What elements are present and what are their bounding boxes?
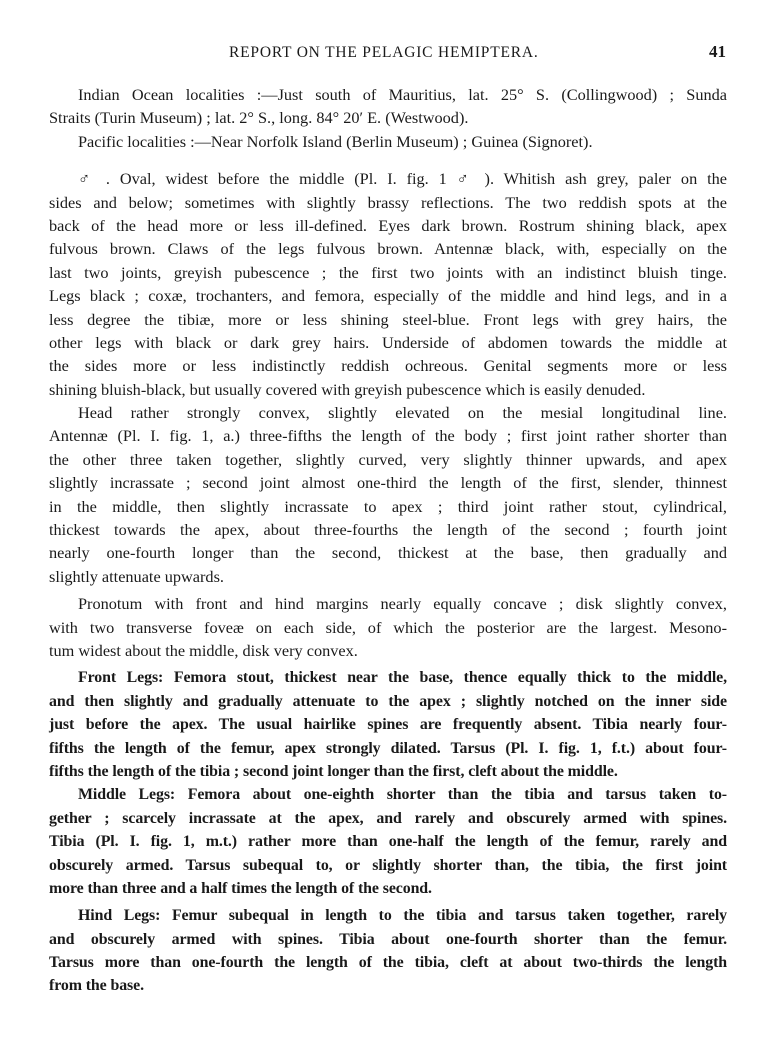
text-line: Indian Ocean localities :—Just south of Mauritius, lat. 25° S. (Collingwood) ; Sunda: [78, 85, 727, 104]
text-line: fifths the length of the tibia ; second joint longer than the first, cleft about the middle.: [49, 762, 618, 780]
text-line: Legs black ; coxæ, trochanters, and femora, especially of the middle and hind legs, and in a: [49, 286, 727, 306]
legs-section: [49, 666, 727, 997]
male-description-paragraph: [49, 167, 727, 401]
text-line: in the middle, then slightly incrassate to apex ; third joint rather stout, cylindrical,: [49, 496, 727, 516]
text-line: Straits (Turin Museum) ; lat. 2° S., long. 84° 20′ E. (Westwood).: [49, 108, 469, 128]
text-line: and then slightly and gradually attenuate to the apex ; slightly notched on the inner side: [49, 692, 727, 710]
text-line: slightly incrassate ; second joint almost one-third the length of the first, slender, thinnest: [49, 473, 727, 493]
page-number: 41: [709, 42, 726, 61]
page-header: [49, 44, 726, 66]
text-line: from the base.: [49, 977, 144, 995]
head-paragraph: [49, 401, 727, 588]
text-line: last two joints, greyish pubescence ; the first two joints with an indistinct bluish tinge.: [49, 262, 727, 282]
text-line: just before the apex. The usual hairlike spines are frequently absent. Tibia nearly four-: [49, 716, 727, 734]
text-line: Middle Legs: Femora about one-eighth shorter than the tibia and tarsus taken to-: [78, 786, 727, 804]
text-line: nearly one-fourth longer than the second, thickest at the base, then gradually and: [49, 543, 727, 563]
text-line: Front Legs: Femora stout, thickest near the base, thence equally thick to the middle,: [78, 669, 727, 687]
text-line: with two transverse foveæ on each side, of which the posterior are the largest. Mesono-: [49, 617, 727, 637]
text-line: ♂ . Oval, widest before the middle (Pl. I. fig. 1 ♂ ). Whitish ash grey, paler on the: [78, 169, 727, 189]
text-line: thickest towards the apex, about three-fourths the length of the second ; fourth joint: [49, 520, 727, 540]
text-line: slightly attenuate upwards.: [49, 566, 224, 586]
text-line: and obscurely armed with spines. Tibia about one-fourth shorter than the femur.: [49, 930, 727, 948]
text-line: Antennæ (Pl. I. fig. 1, a.) three-fifths the length of the body ; first joint rather shorter than: [49, 426, 727, 446]
text-line: Tibia (Pl. I. fig. 1, m.t.) rather more than one-half the length of the femur, rarely and: [49, 833, 727, 851]
text-line: obscurely armed. Tarsus subequal to, or slightly shorter than, the tibia, the first joint: [49, 856, 727, 874]
localities-paragraph: [49, 83, 727, 153]
text-line: the sides more or less indistinctly reddish ochreous. Genital segments more or less: [49, 356, 727, 376]
text-line: Tarsus more than one-fourth the length of the tibia, cleft at about two-thirds the length: [49, 954, 727, 972]
text-line: fifths the length of the femur, apex strongly dilated. Tarsus (Pl. I. fig. 1, f.t.) about four-: [49, 739, 727, 757]
pronotum-paragraph: [49, 592, 727, 662]
text-line: the other three taken together, slightly curved, very slightly thinner upwards, and apex: [49, 449, 727, 469]
middle-legs-paragraph: [49, 783, 727, 900]
text-line: gether ; scarcely incrassate at the apex, and rarely and obscurely armed with spines.: [49, 809, 727, 827]
text-line: fulvous brown. Claws of the legs fulvous brown. Antennæ black, with, especially on the: [49, 239, 727, 259]
text-line: Hind Legs: Femur subequal in length to the tibia and tarsus taken together, rarely: [78, 907, 727, 925]
hind-legs-paragraph: [49, 904, 727, 998]
body-text: [49, 83, 727, 998]
text-line: less degree the tibiæ, more or less shining steel-blue. Front legs with grey hairs, the: [49, 309, 727, 329]
front-legs-paragraph: [49, 666, 727, 783]
text-line: tum widest about the middle, disk very convex.: [49, 640, 358, 660]
text-line: Pronotum with front and hind margins nearly equally concave ; disk slightly convex,: [78, 594, 727, 614]
text-line: shining bluish-black, but usually covered with greyish pubescence which is easily denuded.: [49, 379, 646, 399]
text-line: more than three and a half times the length of the second.: [49, 879, 432, 897]
text-line: other legs with black or dark grey hairs. Underside of abdomen towards the middle at: [49, 332, 727, 352]
text-line: Head rather strongly convex, slightly elevated on the mesial longitudinal line.: [78, 403, 727, 423]
text-line: back of the head more or less ill-defined. Eyes dark brown. Rostrum shining black, apex: [49, 215, 727, 235]
running-title: REPORT ON THE PELAGIC HEMIPTERA.: [229, 44, 539, 61]
text-line: Pacific localities :—Near Norfolk Island (Berlin Museum) ; Guinea (Signoret).: [78, 131, 593, 151]
text-line: sides and below; sometimes with slightly brassy reflections. The two reddish spots at the: [49, 192, 727, 212]
